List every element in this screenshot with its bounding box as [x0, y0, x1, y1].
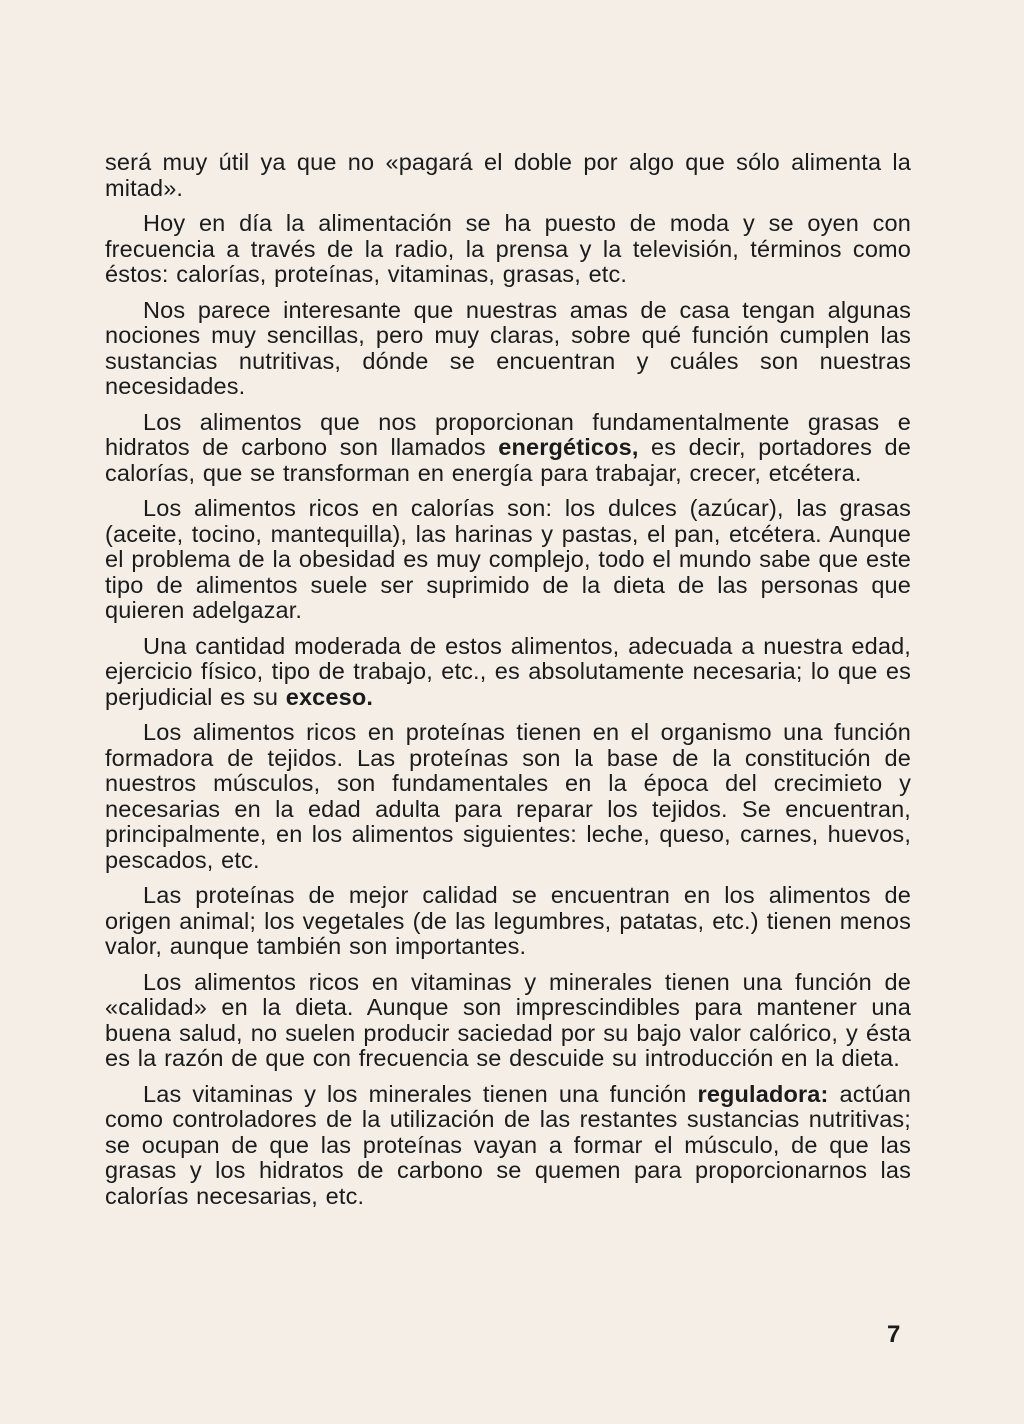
paragraph-text: es decir, portadores de calorías, que se transforman en energía para trabajar, crecer, etcétera. [105, 434, 911, 486]
bold-term: reguladora: [697, 1080, 829, 1107]
paragraph-text: actúan como controladores de la utilización de las restantes sustancias nutritivas; se ocupan de que las proteínas vayan a formar el músculo, de que las grasas y los hidratos de carbono se quemen para proporcionarnos las calorías necesarias, etc. [105, 1080, 911, 1209]
paragraph [105, 496, 911, 624]
paragraph [105, 410, 911, 487]
paragraph [105, 970, 911, 1072]
paragraph [105, 883, 911, 960]
body-text [105, 150, 911, 1219]
bold-term: exceso. [285, 683, 374, 710]
paragraph-text: Los alimentos ricos en calorías son: los dulces (azúcar), las grasas (aceite, tocino, mantequilla), las harinas y pastas, el pan, etcétera. Aunque el problema de la obesidad es muy complejo, todo el mundo sabe que este tipo de alimentos suele ser suprimido de la dieta de las personas que quieren adelgazar. [105, 495, 911, 623]
paragraph-text: Nos parece interesante que nuestras amas de casa tengan algunas nociones muy sencillas, pero muy claras, sobre qué función cumplen las sustancias nutritivas, dónde se encuentran y cuáles son nuestras necesidades. [105, 296, 911, 399]
paragraph [105, 150, 911, 201]
paragraph-text: Hoy en día la alimentación se ha puesto de moda y se oyen con frecuencia a través de la radio, la prensa y la televisión, términos como éstos: calorías, proteínas, vitaminas, grasas, etc. [105, 210, 911, 287]
paragraph-text: Los alimentos ricos en proteínas tienen en el organismo una función formadora de tejidos. Las proteínas son la base de la constitución de nuestros músculos, son fundamentales en la época del crecimieto y necesarias en la edad adulta para reparar los tejidos. Se encuentran, principalmente, en los alimentos siguientes: leche, queso, carnes, huevos, pescados, etc. [105, 719, 911, 873]
paragraph-text: Las vitaminas y los minerales tienen una función [143, 1080, 698, 1107]
paragraph-text: será muy útil ya que no «pagará el doble por algo que sólo alimenta la mitad». [105, 149, 911, 201]
paragraph [105, 720, 911, 873]
paragraph-text: Los alimentos que nos proporcionan fundamentalmente grasas e hidratos de carbono son llamados [105, 408, 911, 460]
page-number: 7 [887, 1321, 901, 1348]
paragraph-text: Los alimentos ricos en vitaminas y minerales tienen una función de «calidad» en la dieta. Aunque son imprescindibles para mantener una buena salud, no suelen producir saciedad por su bajo valor calórico, y ésta es la razón de que con frecuencia se descuide su introducción en la dieta. [105, 968, 911, 1071]
paragraph [105, 298, 911, 400]
bold-term: energéticos, [498, 434, 639, 460]
paragraph-text: Una cantidad moderada de estos alimentos, adecuada a nuestra edad, ejercicio físico, tipo de trabajo, etc., es absolutamente necesaria; lo que es perjudicial es su [105, 632, 911, 710]
paragraph [105, 634, 911, 711]
paragraph [105, 211, 911, 288]
paragraph-text: Las proteínas de mejor calidad se encuentran en los alimentos de origen animal; los vegetales (de las legumbres, patatas, etc.) tienen menos valor, aunque también son importantes. [105, 882, 911, 959]
paragraph [105, 1082, 911, 1210]
